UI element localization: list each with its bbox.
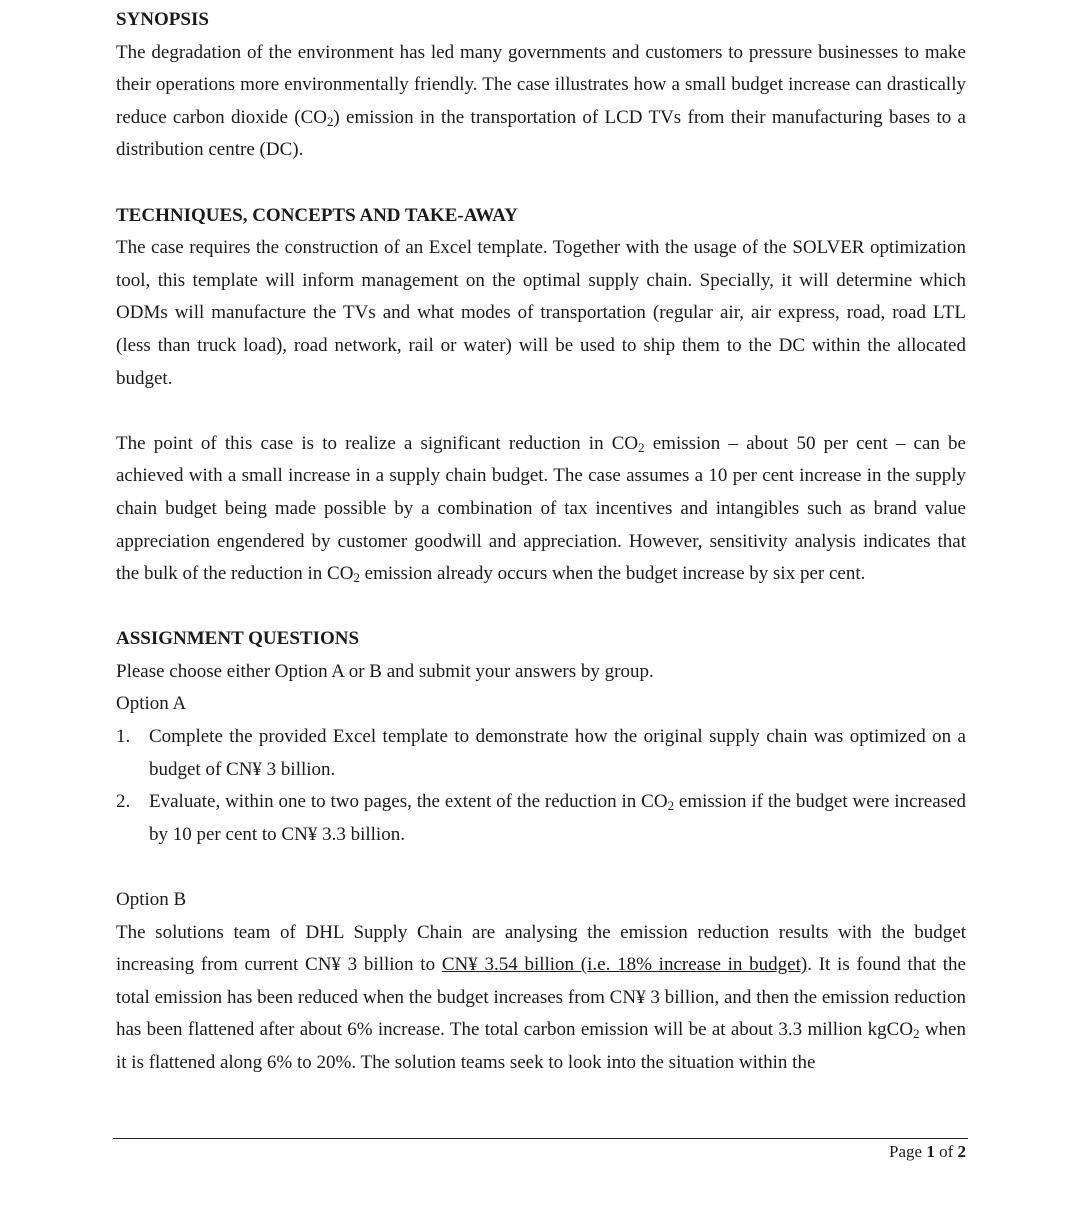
option-a-label: Option A (116, 693, 187, 715)
techniques-paragraph-1: The case requires the construction of an Excel template. Together with the usage of the SOLVER optimization tool, this template will inform management on the optimal supply chain. Specially, it will determine which ODMs will manufacture the TVs and what modes of transportation (regular air, air express, road, road LTL (less than truck load), road network, rail or water) will be used to ship them to the DC within the allocated budget. (116, 237, 966, 389)
list-item-number: 2. (116, 791, 131, 813)
techniques-paragraph-2 (116, 428, 966, 591)
list-item-number: 1. (116, 726, 131, 748)
techniques-p2-text-a: The point of this case is to realize a significant reduction in CO (116, 432, 639, 454)
co2-subscript: 2 (353, 570, 360, 586)
option-b-paragraph (116, 917, 966, 1080)
techniques-p2-text-b: emission – about 50 per cent – can be achieved with a small increase in a supply chain budget. The case assumes a 10 per cent increase in the supply chain budget being made possible by a combination of tax incentives and intangibles such as brand value appreciation engendered by customer goodwill and appreciation. However, sensitivity analysis indicates that the bulk of the reduction in CO (116, 432, 966, 585)
current-page: 1 (926, 1142, 935, 1161)
page-number (889, 1141, 966, 1163)
total-pages: 2 (957, 1142, 966, 1161)
assignment-intro: Please choose either Option A or B and submit your answers by group. (116, 660, 654, 682)
techniques-p2-text-c: emission already occurs when the budget increase by six per cent. (359, 563, 866, 585)
synopsis-text-2: ) emission in the transportation of LCD TVs from their manufacturing bases to a distribution centre (DC). (116, 106, 966, 161)
list-item-text-b: emission if the budget were increased by 10 per cent to CN¥ 3.3 billion. (149, 791, 967, 845)
of-word: of (939, 1142, 954, 1161)
assignment-heading: ASSIGNMENT QUESTIONS (116, 628, 360, 650)
list-item-text-a: Evaluate, within one to two pages, the extent of the reduction in CO (149, 791, 668, 813)
footer-divider (113, 1138, 968, 1139)
list-item (116, 786, 966, 851)
co2-subscript: 2 (638, 439, 645, 455)
option-b-text-c: when it is flattened along 6% to 20%. The solution teams seek to look into the situation within the (116, 1019, 966, 1073)
synopsis-heading: SYNOPSIS (116, 9, 209, 30)
option-b-text-b: . It is found that the total emission has been reduced when the budget increases from CN¥ 3 billion, and then the emission reduction has been flattened after about 6% increase. The total carbon emission will be at about 3.3 million kgCO (116, 954, 966, 1041)
option-b-underlined-budget: CN¥ 3.54 billion (i.e. 18% increase in budget) (441, 954, 808, 976)
list-item-text: Complete the provided Excel template to demonstrate how the original supply chain was optimized on a budget of CN¥ 3 billion. (149, 726, 966, 780)
list-item (116, 721, 966, 786)
techniques-heading: TECHNIQUES, CONCEPTS AND TAKE-AWAY (116, 204, 518, 226)
option-b-label: Option B (116, 889, 187, 911)
option-b-text-a: The solutions team of DHL Supply Chain are analysing the emission reduction results with the budget increasing from current CN¥ 3 billion to (116, 921, 966, 976)
synopsis-paragraph (116, 37, 966, 167)
page-word: Page (889, 1142, 923, 1161)
option-a-list (116, 721, 966, 851)
document-page (116, 4, 966, 1080)
co2-subscript: 2 (326, 114, 334, 129)
synopsis-text-1: The degradation of the environment has led many governments and customers to pressure businesses to make their operations more environmentally friendly. The case illustrates how a small budget increase can drastically reduce carbon dioxide (CO (116, 41, 966, 128)
co2-subscript: 2 (913, 1026, 920, 1042)
co2-subscript: 2 (667, 798, 675, 814)
